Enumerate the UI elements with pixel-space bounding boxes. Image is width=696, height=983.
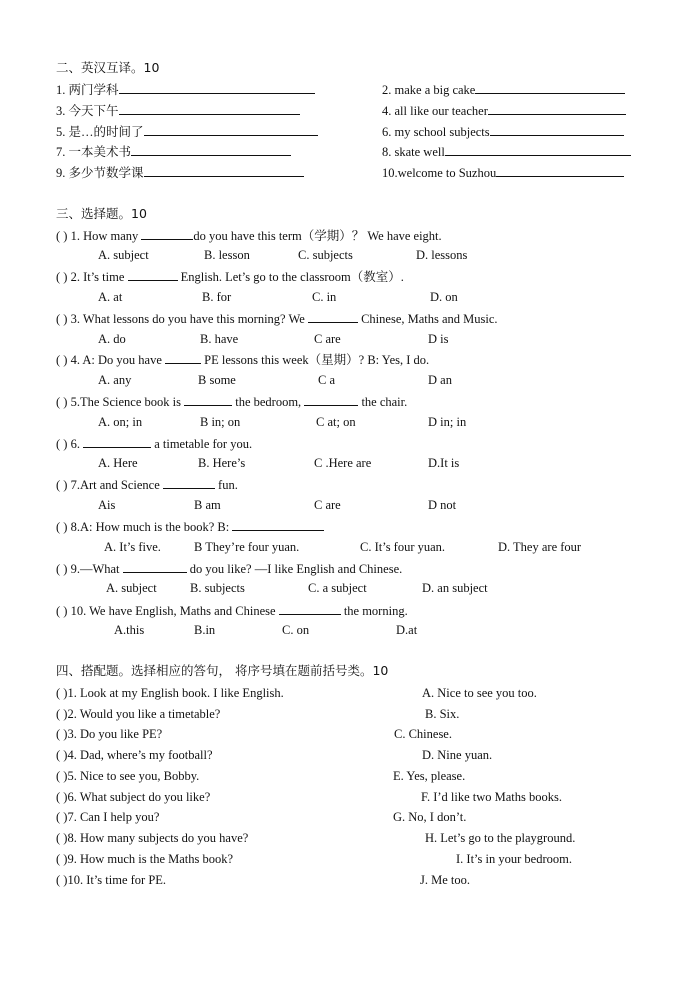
answer-paren[interactable]: ( ) [56, 395, 68, 409]
answer-paren[interactable]: ( ) [56, 229, 68, 243]
answer-blank [128, 268, 178, 281]
s2-item-4-text: 4. all like our teacher [382, 104, 488, 118]
answer-blank [83, 435, 151, 448]
match-answer: J. Me too. [420, 873, 470, 887]
option[interactable]: B in; on [200, 415, 241, 429]
question-text: 8.A: How much is the book? B: [70, 520, 233, 534]
option[interactable]: A. It’s five. [104, 540, 161, 554]
s2-item-5-text: 5. 是…的时间了 [56, 125, 144, 139]
option[interactable]: B. have [200, 332, 239, 346]
answer-paren[interactable]: ( ) [56, 727, 68, 741]
match-answer: G. No, I don’t. [393, 810, 467, 824]
option[interactable]: C at; on [316, 415, 356, 429]
option[interactable]: A. subject [98, 248, 149, 262]
option[interactable]: A. subject [106, 581, 157, 595]
option[interactable]: A.this [114, 623, 145, 637]
question-text: English. Let’s go to the classroom（教室）. [177, 270, 404, 284]
answer-blank [123, 560, 187, 573]
answer-blank [308, 310, 358, 323]
question-text: a timetable for you. [151, 437, 253, 451]
question-text: 5.The Science book is [70, 395, 185, 409]
s3-question-10 [56, 602, 408, 619]
option[interactable]: D in; in [428, 415, 467, 429]
answer-paren[interactable]: ( ) [56, 748, 68, 762]
match-answer: F. I’d like two Maths books. [421, 790, 563, 804]
answer-paren[interactable]: ( ) [56, 562, 68, 576]
option[interactable]: D. on [430, 290, 458, 304]
match-answer: E. Yes, please. [393, 769, 466, 783]
match-answer: D. Nine yuan. [422, 748, 493, 762]
option[interactable]: C. on [282, 623, 310, 637]
answer-blank [279, 602, 341, 615]
option[interactable]: B.in [194, 623, 216, 637]
s4-row-6 [56, 789, 210, 805]
option[interactable]: B. lesson [204, 248, 250, 262]
answer-blank[interactable] [475, 81, 625, 94]
option[interactable]: B some [198, 373, 236, 387]
option[interactable]: C. It’s four yuan. [360, 540, 446, 554]
match-question: 6. What subject do you like? [67, 790, 211, 804]
s2-item-7-text: 7. 一本美术书 [56, 145, 132, 159]
s4-row-1 [56, 685, 284, 701]
answer-paren[interactable]: ( ) [56, 270, 68, 284]
s2-item-4 [382, 102, 626, 119]
answer-paren[interactable]: ( ) [56, 873, 68, 887]
match-answer: B. Six. [425, 707, 460, 721]
s4-row-3 [56, 726, 162, 742]
option[interactable]: A. any [98, 373, 132, 387]
answer-paren[interactable]: ( ) [56, 437, 68, 451]
answer-paren[interactable]: ( ) [56, 312, 68, 326]
answer-blank[interactable] [119, 81, 315, 94]
match-answer: H. Let’s go to the playground. [425, 831, 576, 845]
s3-question-2 [56, 268, 404, 285]
answer-blank[interactable] [496, 164, 624, 177]
match-question: 7. Can I help you? [67, 810, 160, 824]
option[interactable]: D. They are four [498, 540, 582, 554]
answer-blank[interactable] [144, 164, 304, 177]
match-question: 10. It’s time for PE. [67, 873, 167, 887]
s2-item-8-text: 8. skate well [382, 145, 445, 159]
option[interactable]: A. on; in [98, 415, 143, 429]
option[interactable]: D an [428, 373, 452, 387]
option[interactable]: C .Here are [314, 456, 372, 470]
s3-question-3 [56, 310, 498, 327]
s2-item-10-text: 10.welcome to Suzhou [382, 166, 497, 180]
s3-question-4 [56, 351, 429, 368]
option[interactable]: C. subjects [298, 248, 353, 262]
match-answer: I. It’s in your bedroom. [456, 852, 572, 866]
s2-item-3-text: 3. 今天下午 [56, 104, 119, 118]
s4-row-2 [56, 706, 220, 722]
answer-paren[interactable]: ( ) [56, 852, 68, 866]
s2-item-9 [56, 164, 304, 181]
option[interactable]: C. a subject [308, 581, 367, 595]
match-question: 2. Would you like a timetable? [67, 707, 221, 721]
option[interactable]: D.at [396, 623, 418, 637]
s3-question-1 [56, 227, 442, 244]
question-text: 1. How many [70, 229, 142, 243]
section3-title: 三、选择题。10 [56, 206, 147, 221]
match-question: 1. Look at my English book. I like English. [67, 686, 284, 700]
match-question: 5. Nice to see you, Bobby. [67, 769, 200, 783]
option[interactable]: C are [314, 498, 341, 512]
s3-question-6 [56, 435, 252, 452]
s2-item-10 [382, 164, 624, 181]
question-text: do you have this term（学期）？ We have eight. [193, 229, 442, 243]
s2-item-1 [56, 81, 315, 98]
answer-blank [141, 227, 193, 240]
option[interactable]: D.It is [428, 456, 460, 470]
question-text: the bedroom, [232, 395, 305, 409]
s3-question-7 [56, 476, 238, 493]
question-text: 2. It’s time [70, 270, 128, 284]
option[interactable]: B They’re four yuan. [194, 540, 300, 554]
s2-item-9-text: 9. 多少节数学课 [56, 166, 144, 180]
match-question: 8. How many subjects do you have? [67, 831, 249, 845]
option[interactable]: B. for [202, 290, 232, 304]
s2-item-1-text: 1. 两门学科 [56, 83, 119, 97]
answer-blank [165, 351, 201, 364]
s2-item-6-text: 6. my school subjects [382, 125, 490, 139]
s4-row-4 [56, 747, 213, 763]
section2-title: 二、英汉互译。10 [56, 60, 160, 75]
option[interactable]: D is [428, 332, 449, 346]
option[interactable]: C. in [312, 290, 337, 304]
s3-question-9 [56, 560, 402, 577]
option[interactable]: A. do [98, 332, 126, 346]
answer-blank[interactable] [144, 123, 318, 136]
match-question: 3. Do you like PE? [67, 727, 163, 741]
match-question: 4. Dad, where’s my football? [67, 748, 213, 762]
s4-row-9 [56, 851, 233, 867]
answer-blank[interactable] [119, 102, 300, 115]
question-text: 3. What lessons do you have this morning? We [70, 312, 308, 326]
answer-blank [232, 518, 324, 531]
match-answer: A. Nice to see you too. [422, 686, 537, 700]
option[interactable]: D. lessons [416, 248, 468, 262]
answer-paren[interactable]: ( ) [56, 769, 68, 783]
option[interactable]: D not [428, 498, 457, 512]
answer-paren[interactable]: ( ) [56, 353, 68, 367]
question-text: 9.—What [70, 562, 123, 576]
answer-blank[interactable] [131, 143, 291, 156]
question-text: 7.Art and Science [70, 478, 163, 492]
question-text: 4. A: Do you have [70, 353, 166, 367]
answer-blank[interactable] [445, 143, 631, 156]
s2-item-2-text: 2. make a big cake [382, 83, 476, 97]
s2-item-7 [56, 143, 291, 160]
question-text: do you like? —I like English and Chinese. [186, 562, 403, 576]
question-text: PE lessons this week（星期）? B: Yes, I do. [201, 353, 430, 367]
option[interactable]: B. Here’s [198, 456, 246, 470]
option[interactable]: A. Here [98, 456, 138, 470]
answer-paren[interactable]: ( ) [56, 831, 68, 845]
option[interactable]: A. at [98, 290, 123, 304]
answer-blank [163, 476, 215, 489]
s2-item-5 [56, 123, 318, 140]
s3-question-5 [56, 393, 407, 410]
answer-paren[interactable]: ( ) [56, 604, 68, 618]
question-text: Chinese, Maths and Music. [357, 312, 498, 326]
answer-paren[interactable]: ( ) [56, 707, 68, 721]
s4-row-8 [56, 830, 248, 846]
s2-item-3 [56, 102, 300, 119]
question-text: 6. [70, 437, 84, 451]
section4-title: 四、搭配题。选择相应的答句， 将序号填在题前括号类。10 [56, 663, 389, 678]
answer-blank[interactable] [488, 102, 626, 115]
answer-paren[interactable]: ( ) [56, 686, 68, 700]
question-text: the chair. [358, 395, 408, 409]
question-text: fun. [214, 478, 238, 492]
s3-question-8 [56, 518, 324, 535]
match-answer: C. Chinese. [394, 727, 452, 741]
s4-row-7 [56, 809, 159, 825]
answer-blank [184, 393, 232, 406]
option[interactable]: B. subjects [190, 581, 245, 595]
question-text: the morning. [340, 604, 408, 618]
answer-paren[interactable]: ( ) [56, 520, 68, 534]
match-question: 9. How much is the Maths book? [67, 852, 234, 866]
answer-paren[interactable]: ( ) [56, 810, 68, 824]
s4-row-10 [56, 872, 166, 888]
option[interactable]: C a [318, 373, 336, 387]
option[interactable]: B am [194, 498, 221, 512]
answer-blank[interactable] [490, 123, 624, 136]
option[interactable]: C are [314, 332, 341, 346]
question-text: 10. We have English, Maths and Chinese [70, 604, 279, 618]
s2-item-2 [382, 81, 625, 98]
option[interactable]: D. an subject [422, 581, 488, 595]
s4-row-5 [56, 768, 199, 784]
answer-blank [304, 393, 358, 406]
s2-item-8 [382, 143, 631, 160]
answer-paren[interactable]: ( ) [56, 478, 68, 492]
s2-item-6 [382, 123, 624, 140]
option[interactable]: Ais [98, 498, 116, 512]
answer-paren[interactable]: ( ) [56, 790, 68, 804]
